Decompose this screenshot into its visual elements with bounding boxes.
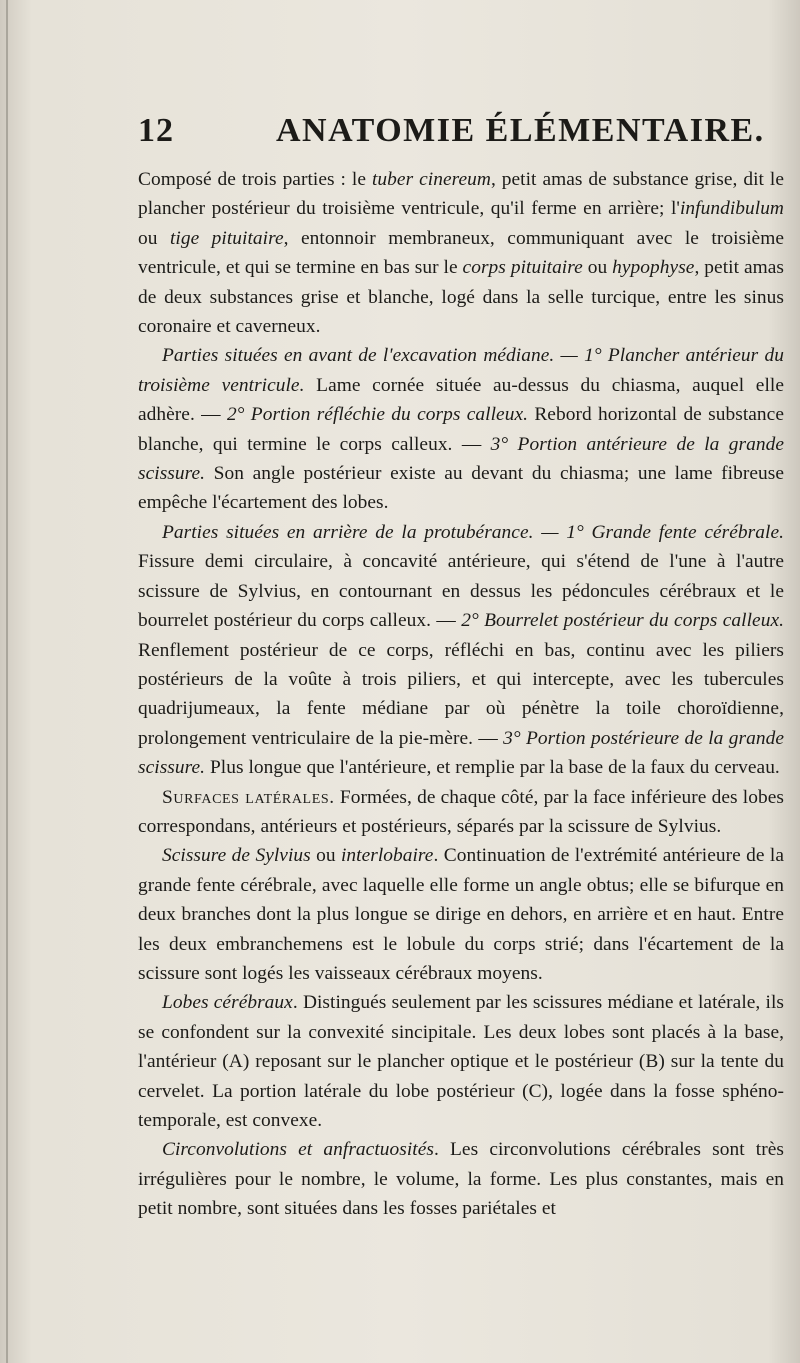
italic-term: corps pituitaire	[462, 257, 583, 279]
text-run: , entonnoir membraneux, communiquant avec le troisième ventricule, et qui se termine en bas sur le	[138, 227, 784, 279]
running-title: ANATOMIE ÉLÉMENTAIRE.	[276, 112, 765, 149]
paragraph-parties-avant	[138, 341, 784, 517]
text-run: ou	[138, 227, 170, 249]
italic-term: tuber cinereum	[371, 169, 491, 190]
small-caps-heading: Surfaces latérales.	[162, 786, 335, 808]
text-run: , petit amas de substance grise, dit le plancher postérieur du troisième ventricule, qu'il ferme en arrière; l'	[138, 169, 785, 220]
body-text	[138, 165, 784, 1224]
italic-term: Parties situées en avant de l'excavation médiane. — 1° Plancher antérieur du troisième ventricule.	[138, 345, 784, 396]
text-run: Rebord horizontal de substance blanche, qui termine le corps calleux. —	[138, 404, 784, 455]
italic-term: Lobes cérébraux	[162, 992, 293, 1014]
italic-term: Parties situées en arrière de la protubérance. — 1° Grande fente cérébrale.	[162, 521, 784, 543]
italic-term: hypophyse	[612, 257, 695, 279]
italic-term: 3° Portion postérieure de la grande scissure.	[138, 727, 784, 779]
page-header	[138, 112, 778, 166]
italic-term: 3° Portion antérieure de la grande scissure.	[138, 433, 785, 485]
italic-term: Circonvolutions et anfractuosités	[162, 1139, 434, 1161]
italic-term: infundibulum	[679, 198, 784, 220]
paragraph-circonvolutions	[138, 1135, 784, 1223]
text-run: ou	[582, 257, 613, 279]
paragraph-parties-arriere	[138, 518, 784, 783]
text-run: Composé de trois parties : le	[138, 169, 372, 190]
paragraph-tuber-cinereum	[138, 165, 784, 341]
paragraph-scissure-sylvius	[138, 841, 784, 988]
text-run: Son angle postérieur existe au devant du chiasma; une lame fibreuse empêche l'écartement des lobes.	[138, 463, 784, 514]
italic-term: Scissure de Sylvius	[162, 845, 311, 867]
italic-term: interlobaire	[340, 845, 434, 867]
page-number: 12	[138, 112, 174, 149]
italic-term: 2° Bourrelet postérieur du corps calleux.	[461, 610, 784, 632]
text-run: Lame cornée située au-dessus du chiasma, auquel elle adhère. —	[138, 374, 784, 426]
paragraph-lobes-cerebraux	[138, 988, 784, 1135]
text-run: Formées, de chaque côté, par la face inférieure des lobes correspondans, antérieurs et postérieurs, séparés par la scissure de Sylvius.	[138, 786, 784, 837]
text-run: ou	[310, 845, 341, 867]
text-run: . Continuation de l'extrémité antérieure de la grande fente cérébrale, avec laquelle elle forme un angle obtus; elle se bifurque en deux branches dont la plus longue se dirige en dehors, en arrière et en haut. Entre les deux embranchemens est le lobule du corps strié; dans l'écartement de la scissure sont logés les vaisseaux cérébraux moyens.	[138, 845, 784, 984]
text-run: . Les circonvolutions cérébrales sont très irrégulières pour le nombre, le volume, la forme. Les plus constantes, mais en petit nombre, sont situées dans les fosses pariétales et	[138, 1139, 784, 1220]
text-run: , petit amas de deux substances grise et blanche, logé dans la selle turcique, entre les sinus coronaire et caverneux.	[138, 257, 784, 338]
italic-term: 2° Portion réfléchie du corps calleux.	[226, 404, 528, 426]
paragraph-surfaces-laterales	[138, 783, 784, 842]
text-run: . Distingués seulement par les scissures médiane et latérale, ils se confondent sur la convexité sincipitale. Les deux lobes sont placés à la base, l'antérieur (A) reposant sur le plancher optique et le postérieur (B) sur la tente du cervelet. La portion latérale du lobe postérieur (C), logée dans la fosse sphéno-temporale, est convexe.	[138, 992, 784, 1131]
italic-term: tige pituitaire	[169, 227, 284, 249]
text-run: Plus longue que l'antérieure, et remplie par la base de la faux du cerveau.	[205, 757, 780, 779]
text-run: Renflement postérieur de ce corps, réfléchi en bas, continu avec les piliers postérieurs de la voûte à trois piliers, et qui intercepte, avec les tubercules quadrijumeaux, la fente médiane par où pénètre la toile choroïdienne, prolongement ventriculaire de la pie-mère. —	[138, 639, 784, 749]
page-gutter-edge	[6, 0, 8, 1363]
text-run: Fissure demi circulaire, à concavité antérieure, qui s'étend de l'une à l'autre scissure de Sylvius, en contournant en dessus les pédoncules cérébraux et le bourrelet postérieur du corps calleux. —	[138, 551, 784, 632]
